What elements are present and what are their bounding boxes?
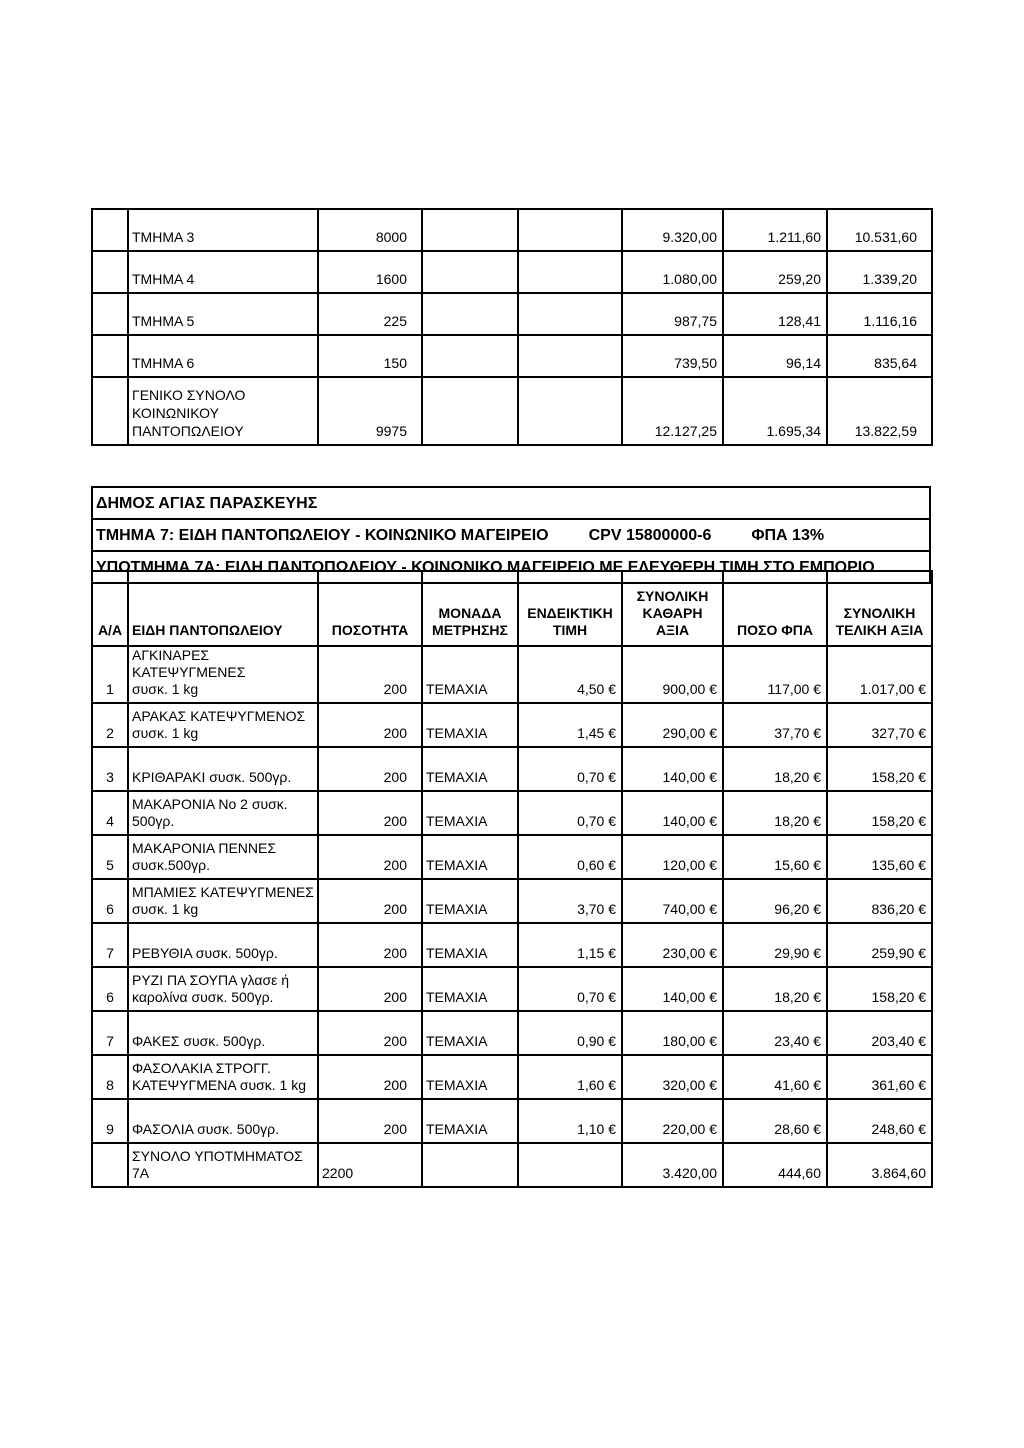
- summary-label: ΤΜΗΜΑ 6: [128, 335, 318, 377]
- item-vat: 29,90 €: [723, 923, 827, 967]
- empty-cell: [518, 1143, 622, 1187]
- item-qty: 200: [318, 1011, 422, 1055]
- summary-total: 835,64: [827, 335, 932, 377]
- table-row: [92, 923, 932, 967]
- item-total: 203,40 €: [827, 1011, 932, 1055]
- subtotal-vat: 444,60: [723, 1143, 827, 1187]
- item-name: ΑΡΑΚΑΣ ΚΑΤΕΨΥΓΜΕΝΟΣ συσκ. 1 kg: [128, 703, 318, 747]
- item-price: 0,70 €: [518, 747, 622, 791]
- item-price: 0,90 €: [518, 1011, 622, 1055]
- item-net: 180,00 €: [622, 1011, 723, 1055]
- item-total: 361,60 €: [827, 1055, 932, 1099]
- empty-cell: [518, 251, 622, 293]
- empty-cell: [92, 377, 128, 445]
- empty-cell: [422, 377, 518, 445]
- item-unit: ΤΕΜΑΧΙΑ: [422, 703, 518, 747]
- summary-vat: 96,14: [723, 335, 827, 377]
- summary-net: 739,50: [622, 335, 723, 377]
- summary-label: ΤΜΗΜΑ 5: [128, 293, 318, 335]
- empty-cell: [518, 335, 622, 377]
- item-total: 158,20 €: [827, 791, 932, 835]
- item-qty: 200: [318, 967, 422, 1011]
- grand-total-total: 13.822,59: [827, 377, 932, 445]
- cpv-code: CPV 15800000-6: [588, 526, 712, 544]
- item-vat: 41,60 €: [723, 1055, 827, 1099]
- item-total: 158,20 €: [827, 747, 932, 791]
- subtotal-qty: 2200: [318, 1143, 422, 1187]
- item-net: 230,00 €: [622, 923, 723, 967]
- summary-table: [91, 208, 933, 446]
- subtotal-label: ΣΥΝΟΛΟ ΥΠΟΤΜΗΜΑΤΟΣ 7Α: [128, 1143, 318, 1187]
- item-name: ΜΑΚΑΡΟΝΙΑ Νο 2 συσκ. 500γρ.: [128, 791, 318, 835]
- item-qty: 200: [318, 747, 422, 791]
- summary-grand-total-row: [92, 377, 932, 445]
- summary-net: 9.320,00: [622, 209, 723, 251]
- empty-cell: [92, 293, 128, 335]
- item-price: 1,10 €: [518, 1099, 622, 1143]
- col-total: ΣΥΝΟΛΙΚΗ ΤΕΛΙΚΗ ΑΞΙΑ: [827, 571, 932, 646]
- item-qty: 200: [318, 835, 422, 879]
- item-number: 9: [92, 1099, 128, 1143]
- col-item: ΕΙΔΗ ΠΑΝΤΟΠΩΛΕΙΟΥ: [128, 571, 318, 646]
- item-name: ΑΓΚΙΝΑΡΕΣ ΚΑΤΕΨΥΓΜΕΝΕΣ συσκ. 1 kg: [128, 646, 318, 703]
- item-price: 4,50 €: [518, 646, 622, 703]
- empty-cell: [92, 1143, 128, 1187]
- item-total: 248,60 €: [827, 1099, 932, 1143]
- section-title: [92, 519, 930, 551]
- summary-total: 1.116,16: [827, 293, 932, 335]
- summary-row: [92, 293, 932, 335]
- summary-label: ΤΜΗΜΑ 4: [128, 251, 318, 293]
- summary-qty: 150: [318, 335, 422, 377]
- summary-row: [92, 251, 932, 293]
- item-number: 8: [92, 1055, 128, 1099]
- summary-vat: 259,20: [723, 251, 827, 293]
- item-qty: 200: [318, 923, 422, 967]
- item-number: 2: [92, 703, 128, 747]
- item-number: 7: [92, 1011, 128, 1055]
- item-unit: ΤΕΜΑΧΙΑ: [422, 879, 518, 923]
- item-net: 140,00 €: [622, 747, 723, 791]
- section-name: ΤΜΗΜΑ 7: ΕΙΔΗ ΠΑΝΤΟΠΩΛΕΙΟΥ - ΚΟΙΝΩΝΙΚΟ ΜΑΓΕΙΡΕΙΟ: [96, 526, 549, 544]
- item-number: 6: [92, 967, 128, 1011]
- item-name: ΦΑΣΟΛΙΑ συσκ. 500γρ.: [128, 1099, 318, 1143]
- summary-net: 1.080,00: [622, 251, 723, 293]
- empty-cell: [422, 293, 518, 335]
- subsection-title: ΥΠΟΤΜΗΜΑ 7Α: ΕΙΔΗ ΠΑΝΤΟΠΩΛΕΙΟΥ - ΚΟΙΝΩΝΙΚΟ ΜΑΓΕΙΡΕΙΟ ΜΕ ΕΛΕΥΘΕΡΗ ΤΙΜΗ ΣΤΟ ΕΜΠΟΡΙΟ: [92, 551, 930, 583]
- items-table: [91, 570, 933, 1188]
- item-number: 3: [92, 747, 128, 791]
- item-net: 120,00 €: [622, 835, 723, 879]
- summary-vat: 128,41: [723, 293, 827, 335]
- summary-qty: 8000: [318, 209, 422, 251]
- empty-cell: [92, 251, 128, 293]
- summary-net: 987,75: [622, 293, 723, 335]
- item-net: 740,00 €: [622, 879, 723, 923]
- item-unit: ΤΕΜΑΧΙΑ: [422, 923, 518, 967]
- empty-cell: [518, 293, 622, 335]
- item-qty: 200: [318, 879, 422, 923]
- item-vat: 96,20 €: [723, 879, 827, 923]
- item-total: 1.017,00 €: [827, 646, 932, 703]
- item-price: 1,45 €: [518, 703, 622, 747]
- col-unit: ΜΟΝΑΔΑ ΜΕΤΡΗΣΗΣ: [422, 571, 518, 646]
- summary-total: 10.531,60: [827, 209, 932, 251]
- item-name: ΚΡΙΘΑΡΑΚΙ συσκ. 500γρ.: [128, 747, 318, 791]
- summary-row: [92, 335, 932, 377]
- empty-cell: [92, 209, 128, 251]
- item-number: 1: [92, 646, 128, 703]
- summary-total: 1.339,20: [827, 251, 932, 293]
- table-row: [92, 1055, 932, 1099]
- column-headers: [92, 571, 932, 646]
- empty-cell: [422, 251, 518, 293]
- item-name: ΦΑΣΟΛΑΚΙΑ ΣΤΡΟΓΓ. ΚΑΤΕΨΥΓΜΕΝΑ συσκ. 1 kg: [128, 1055, 318, 1099]
- item-net: 320,00 €: [622, 1055, 723, 1099]
- grand-total-vat: 1.695,34: [723, 377, 827, 445]
- item-total: 836,20 €: [827, 879, 932, 923]
- summary-label: ΤΜΗΜΑ 3: [128, 209, 318, 251]
- subtotal-net: 3.420,00: [622, 1143, 723, 1187]
- empty-cell: [92, 335, 128, 377]
- table-row: [92, 791, 932, 835]
- grand-total-qty: 9975: [318, 377, 422, 445]
- item-qty: 200: [318, 703, 422, 747]
- item-unit: ΤΕΜΑΧΙΑ: [422, 1055, 518, 1099]
- item-number: 6: [92, 879, 128, 923]
- item-unit: ΤΕΜΑΧΙΑ: [422, 1099, 518, 1143]
- item-vat: 18,20 €: [723, 791, 827, 835]
- item-unit: ΤΕΜΑΧΙΑ: [422, 835, 518, 879]
- item-unit: ΤΕΜΑΧΙΑ: [422, 1011, 518, 1055]
- table-row: [92, 703, 932, 747]
- empty-cell: [518, 377, 622, 445]
- item-number: 4: [92, 791, 128, 835]
- item-qty: 200: [318, 1099, 422, 1143]
- table-row: [92, 879, 932, 923]
- summary-qty: 225: [318, 293, 422, 335]
- item-price: 3,70 €: [518, 879, 622, 923]
- item-net: 290,00 €: [622, 703, 723, 747]
- summary-vat: 1.211,60: [723, 209, 827, 251]
- item-price: 1,15 €: [518, 923, 622, 967]
- empty-cell: [422, 209, 518, 251]
- item-qty: 200: [318, 646, 422, 703]
- item-price: 1,60 €: [518, 1055, 622, 1099]
- item-unit: ΤΕΜΑΧΙΑ: [422, 646, 518, 703]
- col-price: ΕΝΔΕΙΚΤΙΚΗ ΤΙΜΗ: [518, 571, 622, 646]
- item-number: 7: [92, 923, 128, 967]
- item-price: 0,70 €: [518, 791, 622, 835]
- item-net: 140,00 €: [622, 791, 723, 835]
- item-unit: ΤΕΜΑΧΙΑ: [422, 747, 518, 791]
- item-vat: 23,40 €: [723, 1011, 827, 1055]
- item-number: 5: [92, 835, 128, 879]
- item-unit: ΤΕΜΑΧΙΑ: [422, 967, 518, 1011]
- subtotal-row: [92, 1143, 932, 1187]
- item-name: ΦΑΚΕΣ συσκ. 500γρ.: [128, 1011, 318, 1055]
- table-row: [92, 646, 932, 703]
- item-qty: 200: [318, 791, 422, 835]
- vat-rate: ΦΠΑ 13%: [751, 526, 825, 544]
- empty-cell: [518, 209, 622, 251]
- summary-row: [92, 209, 932, 251]
- item-total: 158,20 €: [827, 967, 932, 1011]
- table-row: [92, 967, 932, 1011]
- item-name: ΡΕΒΥΘΙΑ συσκ. 500γρ.: [128, 923, 318, 967]
- item-vat: 28,60 €: [723, 1099, 827, 1143]
- item-net: 900,00 €: [622, 646, 723, 703]
- table-row: [92, 1099, 932, 1143]
- col-net: ΣΥΝΟΛΙΚΗ ΚΑΘΑΡΗ ΑΞΙΑ: [622, 571, 723, 646]
- item-vat: 18,20 €: [723, 967, 827, 1011]
- summary-qty: 1600: [318, 251, 422, 293]
- table-row: [92, 747, 932, 791]
- col-aa: Α/Α: [92, 571, 128, 646]
- municipality-title: ΔΗΜΟΣ ΑΓΙΑΣ ΠΑΡΑΣΚΕΥΗΣ: [92, 487, 930, 519]
- item-vat: 37,70 €: [723, 703, 827, 747]
- item-price: 0,60 €: [518, 835, 622, 879]
- item-net: 220,00 €: [622, 1099, 723, 1143]
- item-price: 0,70 €: [518, 967, 622, 1011]
- item-vat: 18,20 €: [723, 747, 827, 791]
- item-name: ΜΑΚΑΡΟΝΙΑ ΠΕΝΝΕΣ συσκ.500γρ.: [128, 835, 318, 879]
- table-row: [92, 835, 932, 879]
- item-vat: 117,00 €: [723, 646, 827, 703]
- grand-total-net: 12.127,25: [622, 377, 723, 445]
- item-total: 259,90 €: [827, 923, 932, 967]
- item-qty: 200: [318, 1055, 422, 1099]
- item-vat: 15,60 €: [723, 835, 827, 879]
- item-net: 140,00 €: [622, 967, 723, 1011]
- empty-cell: [422, 1143, 518, 1187]
- table-row: [92, 1011, 932, 1055]
- item-total: 135,60 €: [827, 835, 932, 879]
- item-name: ΡΥΖΙ ΠΑ ΣΟΥΠΑ γλασε ή καρολίνα συσκ. 500γρ.: [128, 967, 318, 1011]
- subtotal-total: 3.864,60: [827, 1143, 932, 1187]
- empty-cell: [422, 335, 518, 377]
- grand-total-label: ΓΕΝΙΚΟ ΣΥΝΟΛΟ ΚΟΙΝΩΝΙΚΟΥ ΠΑΝΤΟΠΩΛΕΙΟΥ: [128, 377, 318, 445]
- col-qty: ΠΟΣΟΤΗΤΑ: [318, 571, 422, 646]
- item-name: ΜΠΑΜΙΕΣ ΚΑΤΕΨΥΓΜΕΝΕΣ συσκ. 1 kg: [128, 879, 318, 923]
- col-vat: ΠΟΣΟ ΦΠΑ: [723, 571, 827, 646]
- item-unit: ΤΕΜΑΧΙΑ: [422, 791, 518, 835]
- item-total: 327,70 €: [827, 703, 932, 747]
